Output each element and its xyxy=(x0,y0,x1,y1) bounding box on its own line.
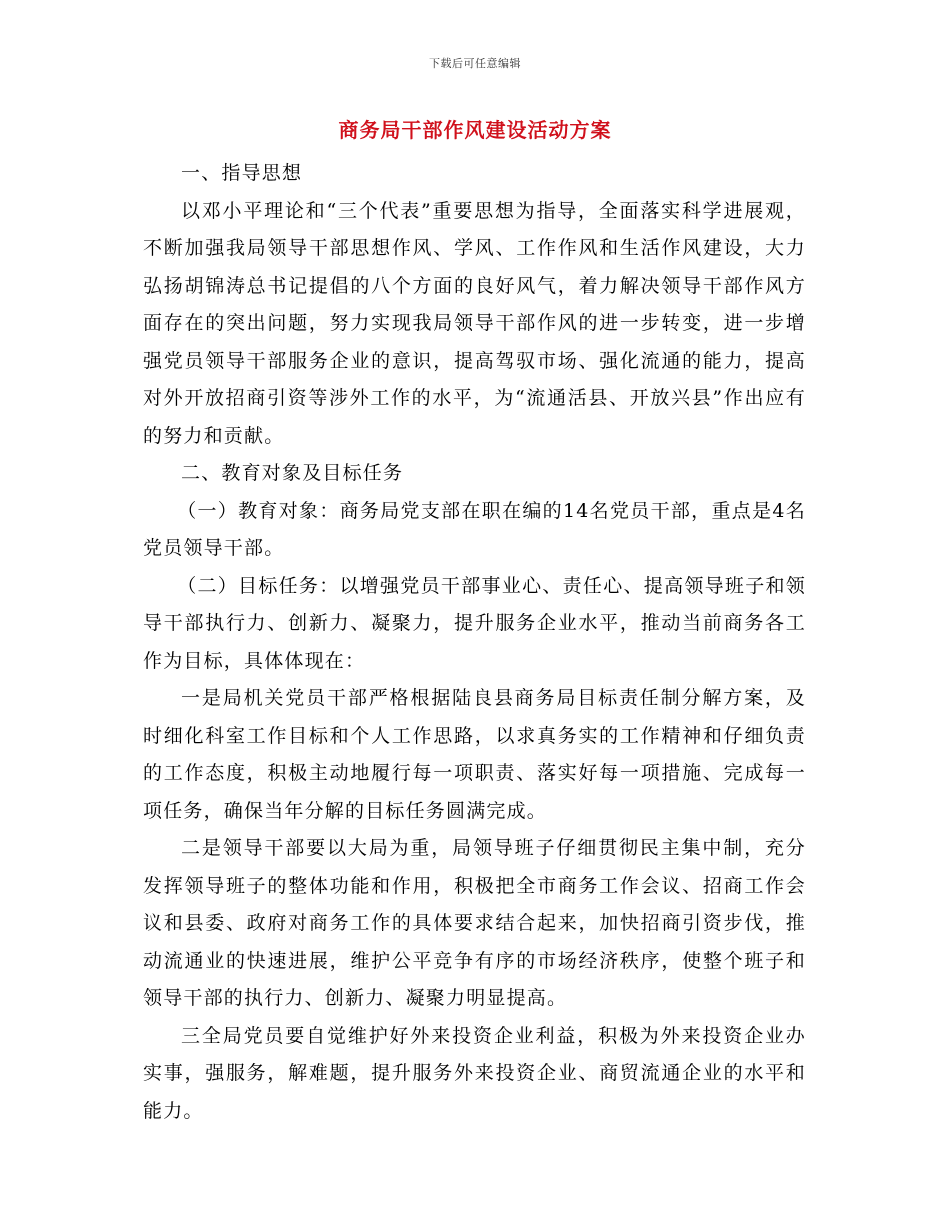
page-header-note: 下载后可任意编辑 xyxy=(429,57,521,70)
paragraph-item-one: 一是局机关党员干部严格根据陆良县商务局目标责任制分解方案，及时细化科室工作目标和个人工作思路，以求真务实的工作精神和仔细负责的工作态度，积极主动地履行每一项职责、落实好每一项措施、完成每一项任务，确保当年分解的目标任务圆满完成。 xyxy=(143,687,806,822)
paragraph-goal-tasks: （二）目标任务：以增强党员干部事业心、责任心、提高领导班子和领导干部执行力、创新力、凝聚力，提升服务企业水平，推动当前商务各工作为目标，具体体现在： xyxy=(143,574,806,672)
document-body xyxy=(143,155,806,1130)
document-title: 商务局干部作风建设活动方案 xyxy=(338,118,612,142)
paragraph-item-two: 二是领导干部要以大局为重，局领导班子仔细贯彻民主集中制，充分发挥领导班子的整体功能和作用，积极把全市商务工作会议、招商工作会议和县委、政府对商务工作的具体要求结合起来，加快招商引资步伐，推动流通业的快速进展，维护公平竞争有序的市场经济秩序，使整个班子和领导干部的执行力、创新力、凝聚力明显提高。 xyxy=(143,837,806,1009)
paragraph-education-objects: （一）教育对象：商务局党支部在职在编的14名党员干部，重点是4名党员领导干部。 xyxy=(143,499,806,559)
section-heading-education-targets: 二、教育对象及目标任务 xyxy=(181,462,404,484)
paragraph-guiding-ideology: 以邓小平理论和“三个代表”重要思想为指导，全面落实科学进展观，不断加强我局领导干部思想作风、学风、工作作风和生活作风建设，大力弘扬胡锦涛总书记提倡的八个方面的良好风气，着力解决领导干部作风方面存在的突出问题，努力实现我局领导干部作风的进一步转变，进一步增强党员领导干部服务企业的意识，提高驾驭市场、强化流通的能力，提高对外开放招商引资等涉外工作的水平，为“流通活县、开放兴县”作出应有的努力和贡献。 xyxy=(143,199,806,447)
paragraph-item-three: 三全局党员要自觉维护好外来投资企业利益，积极为外来投资企业办实事，强服务，解难题，提升服务外来投资企业、商贸流通企业的水平和能力。 xyxy=(143,1024,806,1122)
section-heading-guiding-ideology: 一、指导思想 xyxy=(181,162,303,184)
